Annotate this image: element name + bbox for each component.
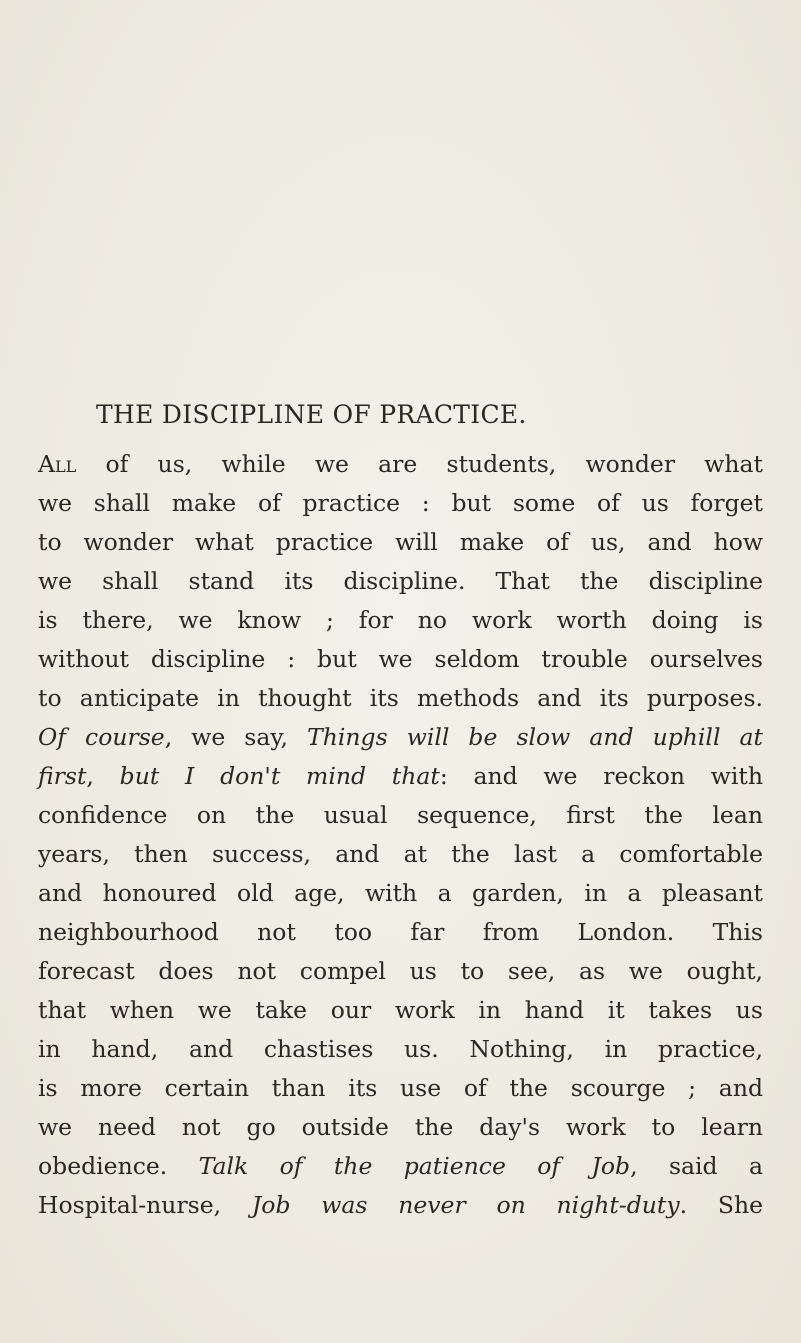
- text-line: forecast does not compel us to see, as we ought,: [38, 957, 763, 985]
- italic-phrase: Of course: [38, 723, 165, 751]
- italic-phrase: Things will be slow and uphill at: [307, 723, 763, 751]
- text-line: All of us, while we are students, wonder what: [38, 450, 763, 478]
- italic-phrase: first: [38, 762, 87, 790]
- text-line: we shall stand its discipline. That the discipline: [38, 567, 763, 595]
- text-line: we shall make of practice : but some of us forget: [38, 489, 763, 517]
- text-line: in hand, and chastises us. Nothing, in practice,: [38, 1035, 763, 1063]
- text-line: confidence on the usual sequence, first the lean: [38, 801, 763, 829]
- text-line: is more certain than its use of the scourge ; and: [38, 1074, 763, 1102]
- text-line: is there, we know ; for no work worth doing is: [38, 606, 763, 634]
- body-paragraph: [38, 445, 763, 1225]
- text-line: that when we take our work in hand it takes us: [38, 996, 763, 1024]
- italic-phrase: Job was never on night-duty: [251, 1191, 680, 1219]
- italic-phrase: Talk of the patience of Job: [198, 1152, 631, 1180]
- text-line: we need not go outside the day's work to learn: [38, 1113, 763, 1141]
- text-line: first, but I don't mind that: and we reckon with: [38, 762, 764, 790]
- text-line: to wonder what practice will make of us, and how: [38, 528, 763, 556]
- text-line: and honoured old age, with a garden, in a pleasant: [38, 879, 763, 907]
- text-line: years, then success, and at the last a comfortable: [38, 840, 763, 868]
- text-line: to anticipate in thought its methods and its purposes.: [38, 684, 763, 712]
- text-line: obedience. Talk of the patience of Job, said a: [38, 1152, 763, 1180]
- italic-phrase: but I don't mind that: [119, 762, 440, 790]
- text-line: Hospital-nurse, Job was never on night-duty. She: [38, 1191, 763, 1219]
- chapter-title: THE DISCIPLINE OF PRACTICE.: [96, 400, 527, 429]
- opening-word: All: [38, 450, 77, 478]
- text-line: Of course, we say, Things will be slow and uphill at: [38, 723, 763, 751]
- text-line: neighbourhood not too far from London. This: [38, 918, 763, 946]
- text-line: without discipline : but we seldom trouble ourselves: [38, 645, 763, 673]
